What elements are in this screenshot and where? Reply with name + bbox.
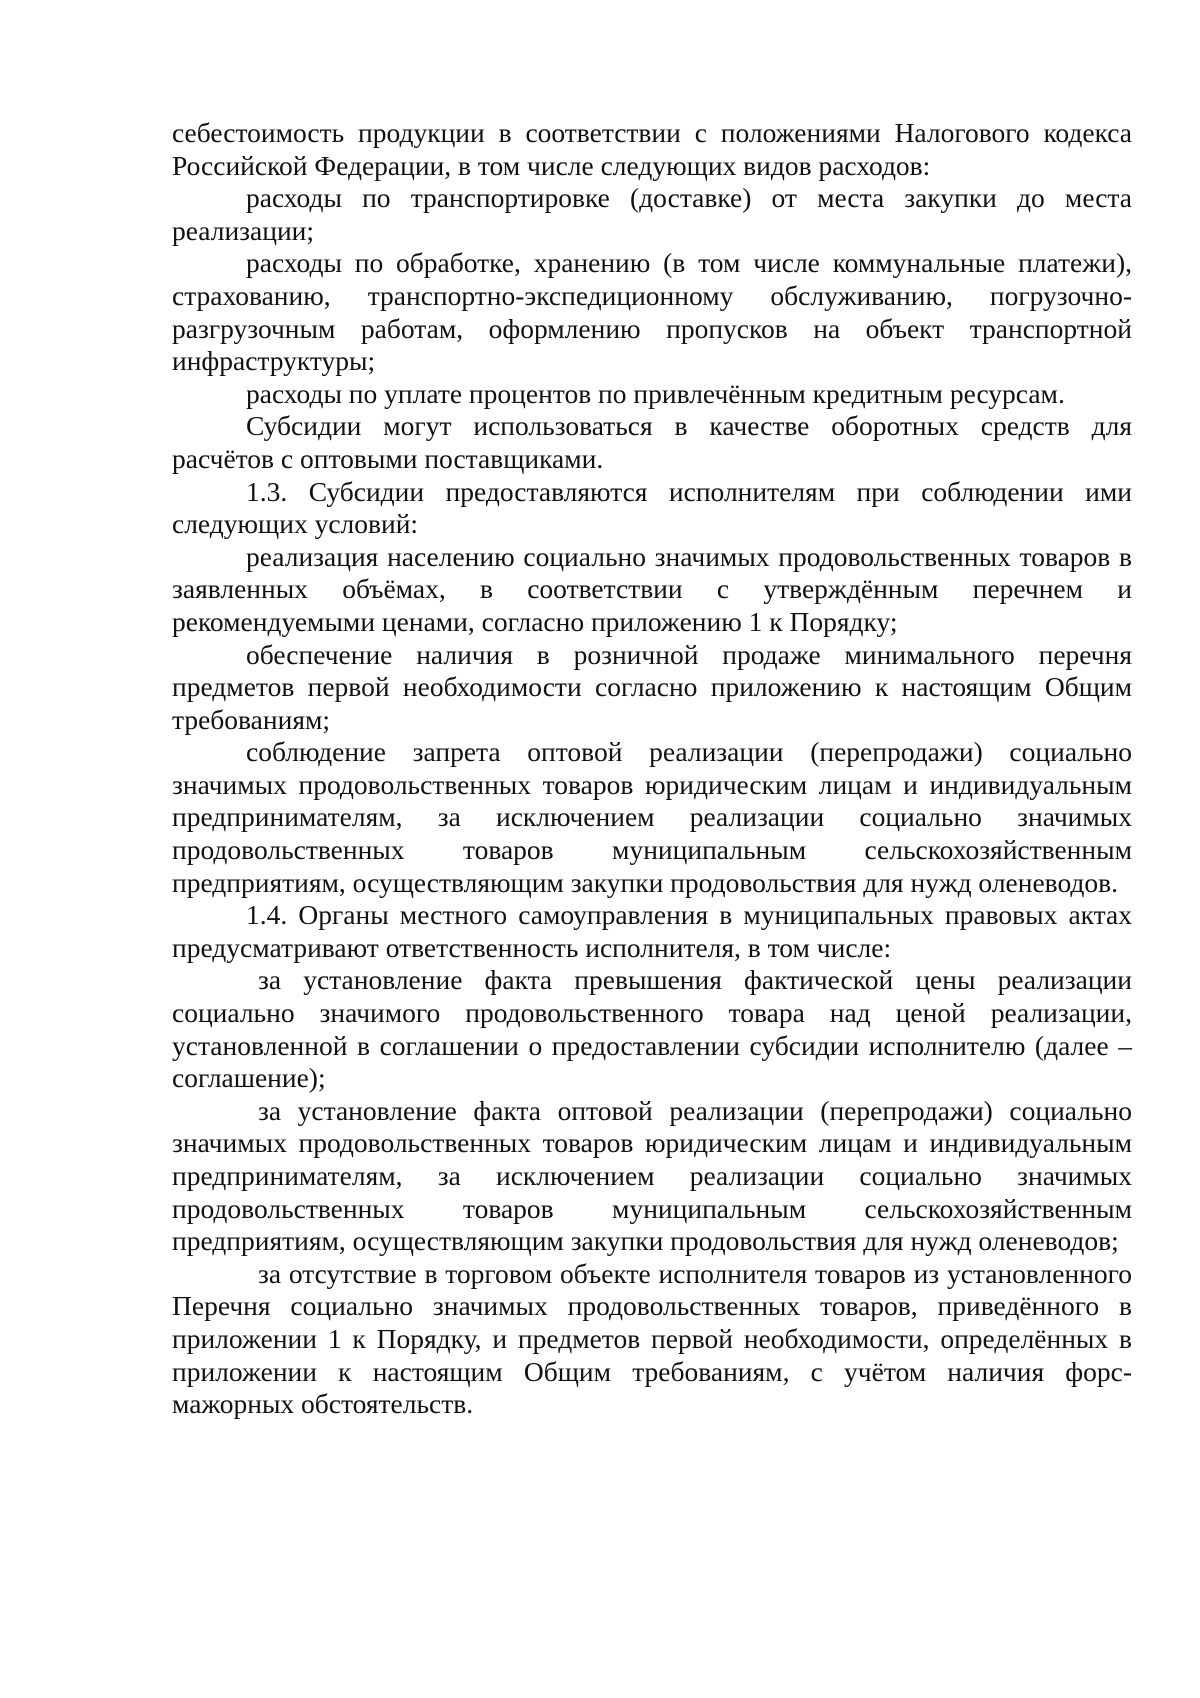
paragraph-condition-sales: реализация населению социально значимых продовольственных товаров в заявленных объёмах, в соответствии с утверждённым перечнем и рекомендуемыми ценами, согласно приложению 1 к Порядку;	[172, 540, 1132, 637]
paragraph-transport-costs: расходы по транспортировке (доставке) от места закупки до места реализации;	[172, 182, 1132, 246]
paragraph-liability-wholesale: за установление факта оптовой реализации (перепродажи) социально значимых продовольственных товаров юридическим лицам и индивидуальным предпринимателям, за исключением реализации социально значимых продовольственных товаров муниципальным сельскохозяйственным предприятиям, осуществляющим закупки продовольствия для нужд оленеводов;	[172, 1094, 1132, 1257]
document-body	[172, 117, 1132, 1421]
paragraph-processing-costs: расходы по обработке, хранению (в том числе коммунальные платежи), страхованию, транспортно-экспедиционному обслуживанию, погрузочно-разгрузочным работам, оформлению пропусков на объект транспортной инфраструктуры;	[172, 247, 1132, 377]
paragraph-interest-costs: расходы по уплате процентов по привлечённым кредитным ресурсам.	[246, 377, 1065, 409]
paragraph-cost-intro: себестоимость продукции в соответствии с положениями Налогового кодекса Российской Федерации, в том числе следующих видов расходов:	[172, 117, 1132, 181]
paragraph-condition-availability: обеспечение наличия в розничной продаже минимального перечня предметов первой необходимости согласно приложению к настоящим Общим требованиям;	[172, 638, 1132, 735]
paragraph-condition-wholesale-ban: соблюдение запрета оптовой реализации (перепродажи) социально значимых продовольственных товаров юридическим лицам и индивидуальным предпринимателям, за исключением реализации социально значимых продовольственных товаров муниципальным сельскохозяйственным предприятиям, осуществляющим закупки продовольствия для нужд оленеводов.	[172, 736, 1132, 898]
paragraph-working-capital: Субсидии могут использоваться в качестве оборотных средств для расчётов с оптовыми поставщиками.	[172, 410, 1132, 474]
paragraph-liability-absence: за отсутствие в торговом объекте исполнителя товаров из установленного Перечня социально значимых продовольственных товаров, приведённого в приложении 1 к Порядку, и предметов первой необходимости, определённых в приложении к настоящим Общим требованиям, с учётом наличия форс-мажорных обстоятельств.	[172, 1257, 1132, 1420]
paragraph-section-1-4: 1.4. Органы местного самоуправления в муниципальных правовых актах предусматривают ответственность исполнителя, в том числе:	[172, 899, 1132, 963]
paragraph-section-1-3: 1.3. Субсидии предоставляются исполнителям при соблюдении ими следующих условий:	[172, 475, 1132, 540]
paragraph-liability-price: за установление факта превышения фактической цены реализации социально значимого продовольственного товара над ценой реализации, установленной в соглашении о предоставлении субсидии исполнителю (далее – соглашение);	[172, 964, 1132, 1094]
